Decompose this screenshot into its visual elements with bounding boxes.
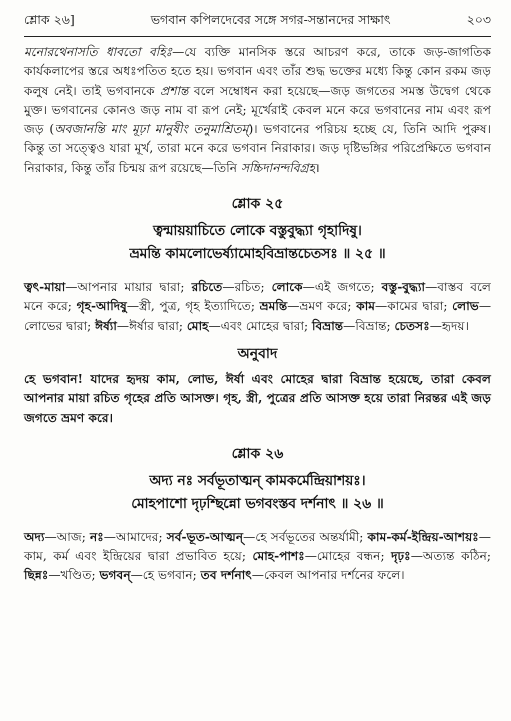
verse-25-line-2: ভ্রমন্তি কামলোভের্ষ্যামোহবিভ্রান্তচেতসঃ ॥ ২৫ ॥ <box>129 246 386 263</box>
synonym-word: কাম-কর্ম-ইন্দ্রিয়-আশয়ঃ <box>367 529 479 544</box>
synonym-word: ভগবন্ <box>99 568 131 583</box>
synonym-meaning: —কেবল আপনার দর্শনের ফলে। <box>251 568 405 583</box>
synonym-word: মোহ-পাশঃ <box>252 549 305 564</box>
synonym-meaning: —লোভের দ্বারা; <box>24 299 492 333</box>
synonym-meaning: —আমাদের; <box>103 529 167 544</box>
verse-25-title: শ্লোক ২৫ <box>231 196 284 213</box>
synonym-word: ছিন্নঃ <box>24 568 49 583</box>
verse-26-line-2: মোহপাশো দৃঢ়শ্ছিন্নো ভগবংস্তব দর্শনাৎ ॥ ২৬ ॥ <box>131 495 384 512</box>
synonym-word: মোহ <box>186 318 209 333</box>
synonym-meaning: —কাম, কর্ম এবং ইন্দ্রিয়ের দ্বারা প্রভাবিত হয়ে; <box>24 529 491 564</box>
synonym-meaning: —খণ্ডিত; <box>48 568 100 583</box>
synonym-meaning: —কামের দ্বারা; <box>375 299 453 314</box>
synonym-word: চেতসঃ <box>394 318 430 333</box>
synonym-meaning: —বাস্তব বলে মনে করে; <box>24 280 491 314</box>
verse-25-translation: হে ভগবান! যাদের হৃদয় কাম, লোভ, ঈর্ষা এবং মোহের দ্বারা বিভ্রান্ত হয়েছে, তারা কেবল আপনার মায়া রচিত গৃহের প্রতি আসক্ত। গৃহ, স্ত্রী, পুত্রের প্রতি আসক্ত হয়ে তারা নিরন্তর এই জড় জগতে ভ্রমণ করে। <box>24 371 491 425</box>
verse-25-line-1: ত্বন্মায়য়াচিতে লোকে বস্তুবুদ্ধ্যা গৃহাদিষু। <box>153 223 362 240</box>
synonym-word: লোভ <box>452 299 479 314</box>
verse-26-synonyms <box>24 528 491 586</box>
synonym-meaning: —আপনার মায়ার দ্বারা; <box>65 280 192 295</box>
purport-paragraph: মনোরথেনাসতি ধাবতো বহিঃ—যে ব্যক্তি মানসিক স্তরে আচরণ করে, তাকে জড়-জাগতিক কার্যকলাপের স্তরে অধঃপতিত হতে হয়। ভগবান এবং তাঁর শুদ্ধ ভক্তের মধ্যে কিন্তু কোন রকম জড় কলুষ নেই। তাই ভগবানকে প্রশান্ত বলে সম্বোধন করা হয়েছে—জড় জগতের সমস্ত উদ্বেগ থেকে মুক্ত। ভগবানের কোনও জড় নাম বা রূপ নেই; মূর্খেরাই কেবল মনে করে ভগবানের নাম এবং রূপ জড় (অবজানন্তি মাং মূঢ়া মানুষীং তনুমাশ্রিতম্)। ভগবানের পরিচয় হচ্ছে যে, তিনি আদি পুরুষ। কিন্তু তা সত্ত্বেও যারা মূর্খ, তারা মনে করে ভগবান নিরাকার। জড় দৃষ্টিভঙ্গির পরিপ্রেক্ষিতে ভগবান নিরাকার, কিন্তু তাঁর চিন্ময় রূপ রয়েছে—তিনি সচ্চিদানন্দবিগ্রহ। <box>24 45 491 175</box>
synonym-meaning: —স্ত্রী, পুত্র, গৃহ ইত্যাদিতে; <box>126 299 260 314</box>
synonym-word: গৃহ-আদিষু <box>76 299 127 314</box>
synonym-word: অদ্য <box>24 529 45 544</box>
synonym-word: সর্ব-ভূত-আত্মন্ <box>166 529 244 544</box>
synonym-meaning: —এবং মোহের দ্বারা; <box>208 318 312 333</box>
synonym-word: তব দর্শনাৎ <box>200 568 252 583</box>
synonym-meaning: —বিভ্রান্ত; <box>343 318 395 333</box>
synonym-meaning: —আজ; <box>44 529 91 544</box>
synonym-word: ভ্রমন্তি <box>259 299 288 314</box>
header-chapter-title: ভগবান কপিলদেবের সঙ্গে সগর-সন্তানদের সাক্ষাৎ <box>150 12 391 27</box>
synonym-meaning: —অত্যন্ত কঠিন; <box>410 549 491 564</box>
synonym-word: বস্তু-বুদ্ধ্যা <box>381 280 426 295</box>
header-verse-ref: শ্লোক ২৬] <box>24 12 75 27</box>
synonym-meaning: —ঈর্ষার দ্বারা; <box>116 318 187 333</box>
word-prashanta: প্রশান্ত <box>160 83 189 98</box>
purport-quote: মনোরথেনাসতি ধাবতো বহিঃ <box>24 45 173 59</box>
translation-heading: অনুবাদ <box>237 345 278 362</box>
synonym-word: কাম <box>356 299 376 314</box>
synonym-meaning: —হে সর্বভূতের অন্তর্যামী; <box>243 529 368 544</box>
page-number: ২০৩ <box>466 12 491 27</box>
verse-25-synonyms <box>24 278 491 336</box>
synonym-word: লোকে <box>271 280 303 295</box>
synonym-meaning: —রচিত; <box>222 280 272 295</box>
synonym-word: বিভ্রান্ত <box>312 318 344 333</box>
synonym-word: ত্বৎ-মায়া <box>24 280 66 295</box>
running-header <box>24 12 491 32</box>
verse-26-line-1: অদ্য নঃ সর্বভূতাত্মন্ কামকর্মেন্দ্রিয়াশয়ঃ। <box>149 472 366 489</box>
synonym-word: ঈর্ষ্যা <box>95 318 117 333</box>
header-rule <box>24 36 491 37</box>
purport-quote-2: অবজানন্তি মাং মূঢ়া মানুষীং তনুমাশ্রিতম্ <box>54 122 249 137</box>
synonym-meaning: —এই জগতে; <box>302 280 382 295</box>
synonym-meaning: —হে ভগবান; <box>130 568 201 583</box>
synonym-word: নঃ <box>90 529 104 544</box>
synonym-meaning: —হৃদয়। <box>429 318 469 333</box>
synonym-word: দৃঢ়ঃ <box>391 549 411 564</box>
synonym-word: রচিতে <box>191 280 223 295</box>
synonym-meaning: —মোহের বন্ধন; <box>304 549 392 564</box>
synonym-meaning: —ভ্রমণ করে; <box>287 299 357 314</box>
verse-26-title: শ্লোক ২৬ <box>231 445 284 462</box>
word-sacchidananda: সচ্চিদানন্দবিগ্রহ <box>240 160 316 175</box>
